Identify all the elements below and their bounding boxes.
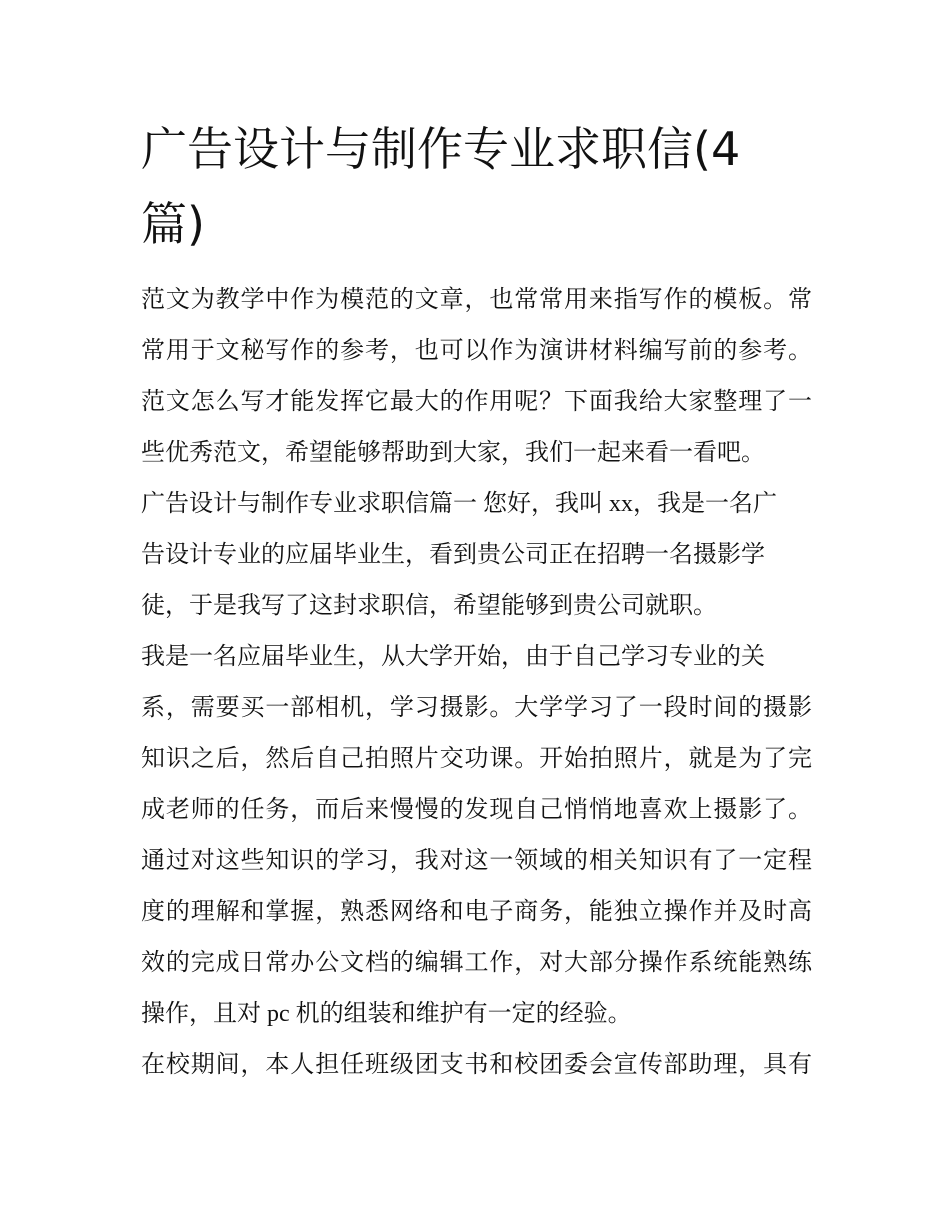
document-title [141, 112, 821, 262]
body-text-line: 知识之后，然后自己拍照片交功课。开始拍照片，就是为了完 [141, 746, 812, 772]
body-text-line: 度的理解和掌握，熟悉网络和电子商务，能独立操作并及时高 [141, 899, 812, 925]
body-text-line: 常用于文秘写作的参考，也可以作为演讲材料编写前的参考。 [141, 338, 812, 364]
body-text-line: 操作，且对 pc 机的组装和维护有一定的经验。 [141, 1001, 632, 1027]
body-text-line: 我是一名应届毕业生，从大学开始，由于自己学习专业的关 [141, 644, 765, 670]
body-text-line: 些优秀范文，希望能够帮助到大家，我们一起来看一看吧。 [141, 440, 765, 466]
body-text-line: 通过对这些知识的学习，我对这一领域的相关知识有了一定程 [141, 848, 812, 874]
document-body [141, 275, 812, 1091]
title-line-1: 广告设计与制作专业求职信(4 [141, 122, 741, 176]
body-text-line: 效的完成日常办公文档的编辑工作，对大部分操作系统能熟练 [141, 950, 812, 976]
title-line-2: 篇) [141, 197, 205, 251]
body-text-line: 广告设计与制作专业求职信篇一 您好，我叫 xx，我是一名广 [141, 491, 777, 517]
body-text-line: 范文为教学中作为模范的文章，也常常用来指写作的模板。常 [141, 287, 812, 313]
body-text-line: 在校期间，本人担任班级团支书和校团委会宣传部助理，具有 [141, 1052, 812, 1078]
body-text-line: 系，需要买一部相机，学习摄影。大学学习了一段时间的摄影 [141, 695, 812, 721]
body-text-line: 徒，于是我写了这封求职信，希望能够到贵公司就职。 [141, 593, 717, 619]
body-text-line: 成老师的任务，而后来慢慢的发现自己悄悄地喜欢上摄影了。 [141, 797, 812, 823]
body-text-line: 范文怎么写才能发挥它最大的作用呢？下面我给大家整理了一 [141, 389, 812, 415]
body-text-line: 告设计专业的应届毕业生，看到贵公司正在招聘一名摄影学 [141, 542, 765, 568]
